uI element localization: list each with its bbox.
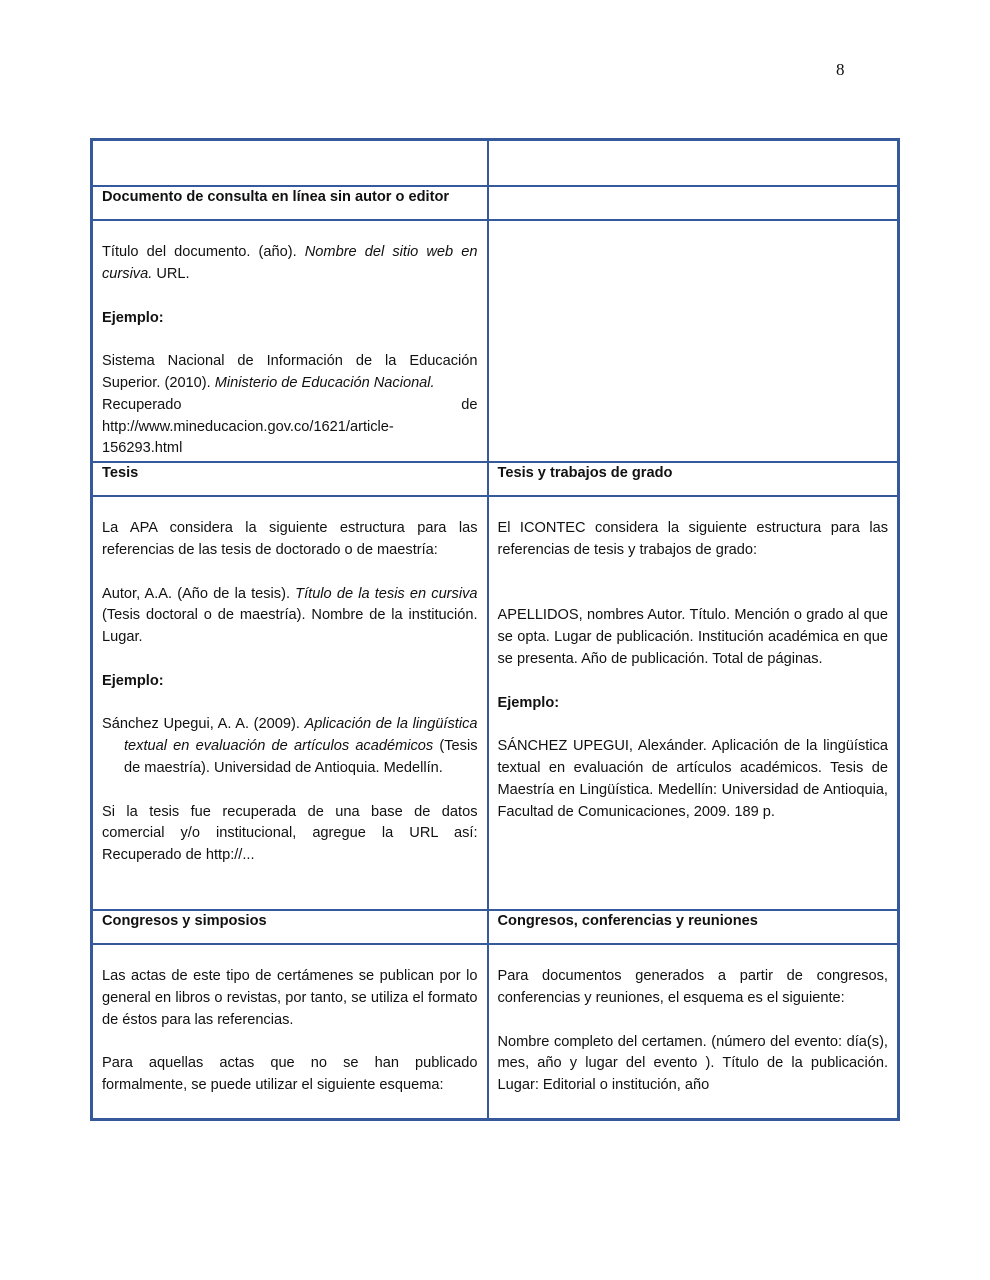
table-row xyxy=(92,496,899,910)
example-label: Ejemplo: xyxy=(102,309,164,326)
empty-cell xyxy=(488,140,899,186)
apa-thesis-cell xyxy=(92,496,488,910)
apa-thesis-note: Si la tesis fue recuperada de una base de datos comercial y/o institucional, agregue la URL así: Recuperado de http://... xyxy=(102,803,478,864)
online-doc-url: http://www.mineducacion.gov.co/1621/article- xyxy=(102,418,394,435)
apa-congress-heading: Congresos y simposios xyxy=(92,910,488,944)
icontec-thesis-cell xyxy=(488,496,899,910)
table-row xyxy=(92,910,899,944)
reference-table xyxy=(90,138,900,1121)
icontec-congress-cell xyxy=(488,944,899,1120)
example-label: Ejemplo: xyxy=(497,694,560,711)
online-doc-cell xyxy=(92,220,488,462)
table-row xyxy=(92,944,899,1120)
table-row xyxy=(92,186,899,220)
online-doc-format: Título del documento. (año). Nombre del sitio web en cursiva. URL. xyxy=(102,244,478,283)
icontec-congress-p2: Nombre completo del certamen. (número del evento: día(s), mes, año y lugar del evento ). Título de la publicación. Lugar: Editorial o institución, año xyxy=(497,1033,888,1094)
online-doc-recovered: Recuperado de xyxy=(102,396,478,413)
online-doc-url-end: 156293.html xyxy=(102,440,183,457)
apa-thesis-example: Sánchez Upegui, A. A. (2009). Aplicación de la lingüística textual en evaluación de artículos académicos (Tesis de maestría). Universidad de Antioquia. Medellín. xyxy=(102,716,478,777)
apa-congress-p2: Para aquellas actas que no se han publicado formalmente, se puede utilizar el siguiente esquema: xyxy=(102,1055,478,1094)
icontec-thesis-format: APELLIDOS, nombres Autor. Título. Mención o grado al que se opta. Lugar de publicación. Institución académica en que se presenta. Año de publicación. Total de páginas. xyxy=(497,607,888,668)
table-row xyxy=(92,220,899,462)
empty-cell xyxy=(92,140,488,186)
apa-thesis-intro: La APA considera la siguiente estructura para las referencias de las tesis de doctorado o de maestría: xyxy=(102,520,478,559)
table-row xyxy=(92,462,899,496)
icontec-thesis-intro: El ICONTEC considera la siguiente estructura para las referencias de tesis y trabajos de grado: xyxy=(497,520,888,559)
apa-congress-cell xyxy=(92,944,488,1120)
page-number: 8 xyxy=(836,60,845,79)
apa-congress-p1: Las actas de este tipo de certámenes se publican por lo general en libros o revistas, por tanto, se utiliza el formato de éstos para las referencias. xyxy=(102,968,478,1028)
icontec-thesis-heading: Tesis y trabajos de grado xyxy=(488,462,899,496)
icontec-congress-p1: Para documentos generados a partir de congresos, conferencias y reuniones, el esquema es el siguiente: xyxy=(497,968,888,1007)
icontec-congress-heading: Congresos, conferencias y reuniones xyxy=(488,910,899,944)
example-label: Ejemplo: xyxy=(102,672,164,689)
empty-cell xyxy=(488,220,899,462)
online-doc-heading: Documento de consulta en línea sin autor o editor xyxy=(92,186,488,220)
apa-thesis-heading: Tesis xyxy=(92,462,488,496)
icontec-thesis-example: SÁNCHEZ UPEGUI, Alexánder. Aplicación de la lingüística textual en evaluación de artículos académicos. Tesis de Maestría en Lingüística. Medellín: Universidad de Antioquia, Facultad de Comunicaciones, 2009. 189 p. xyxy=(497,738,888,820)
table-row xyxy=(92,140,899,186)
online-doc-example: Sistema Nacional de Información de la Educación Superior. (2010). Ministerio de Educación Nacional. xyxy=(102,353,478,392)
empty-cell xyxy=(488,186,899,220)
apa-thesis-format: Autor, A.A. (Año de la tesis). Título de la tesis en cursiva (Tesis doctoral o de maestría). Nombre de la institución. Lugar. xyxy=(102,585,478,646)
